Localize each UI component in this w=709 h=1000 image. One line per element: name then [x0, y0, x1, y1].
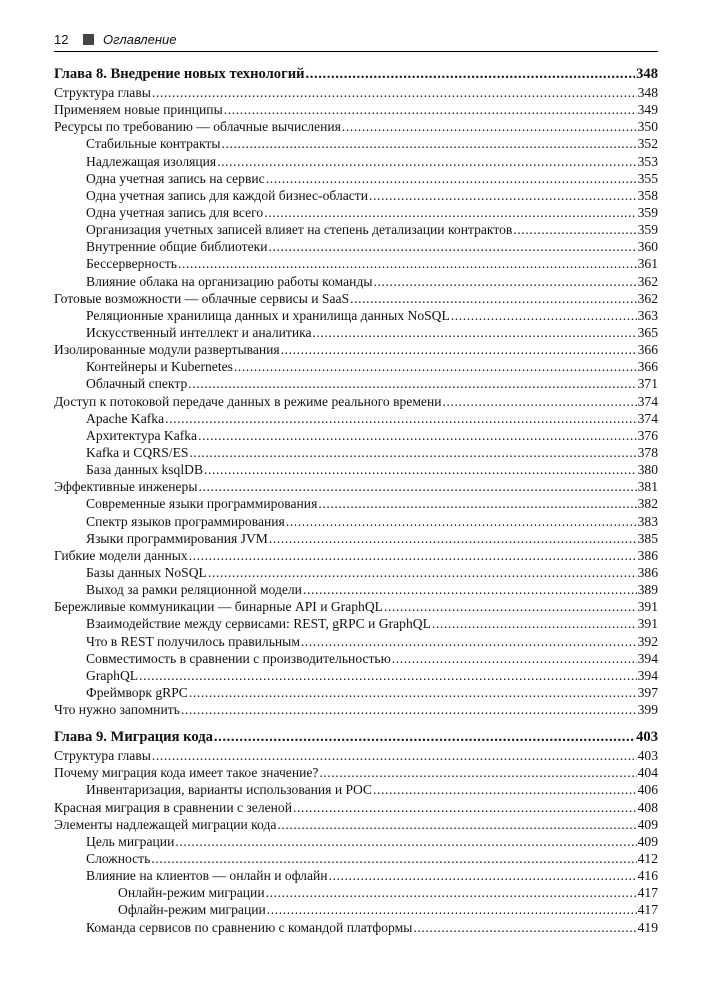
- toc-entry-page: 362: [637, 273, 658, 289]
- toc-entry-page: 406: [637, 782, 658, 798]
- dot-leader: [224, 102, 637, 118]
- toc-entry-title: Реляционные хранилища данных и хранилища данных NoSQL: [86, 307, 450, 323]
- toc-entry[interactable]: [54, 496, 658, 513]
- toc-entry-title: Сложность: [86, 851, 151, 867]
- toc-entry-page: 409: [637, 816, 658, 832]
- toc-entry[interactable]: [54, 920, 658, 937]
- toc-entry-title: Спектр языков программирования: [86, 513, 285, 529]
- dot-leader: [269, 239, 637, 255]
- dot-leader: [277, 817, 636, 833]
- toc-entry-page: 403: [636, 729, 658, 746]
- toc-entry-page: 419: [637, 919, 658, 935]
- dot-leader: [221, 136, 636, 152]
- dot-leader: [152, 85, 637, 101]
- dot-leader: [306, 66, 636, 83]
- toc-entry[interactable]: [54, 651, 658, 668]
- toc-entry-title: Элементы надлежащей миграции кода: [54, 816, 277, 832]
- toc-entry[interactable]: [54, 462, 658, 479]
- toc-entry-title: Гибкие модели данных: [54, 547, 188, 563]
- toc-entry-title: Эффективные инженеры: [54, 479, 198, 495]
- toc-entry-page: 416: [637, 868, 658, 884]
- toc-entry-page: 355: [637, 170, 658, 186]
- toc-entry-page: 371: [637, 376, 658, 392]
- toc-entry-page: 409: [637, 833, 658, 849]
- toc-entry[interactable]: [54, 685, 658, 702]
- toc-entry[interactable]: [54, 548, 658, 565]
- toc-entry[interactable]: [54, 834, 658, 851]
- toc-entry-title: Глава 9. Миграция кода: [54, 729, 213, 746]
- dot-leader: [217, 154, 636, 170]
- dot-leader: [319, 765, 636, 781]
- toc-entry[interactable]: [54, 868, 658, 885]
- toc-entry-title: Онлайн-режим миграции: [118, 885, 265, 901]
- toc-entry-page: 353: [637, 153, 658, 169]
- toc-entry-page: 417: [637, 902, 658, 918]
- toc-entry-title: Бессерверность: [86, 256, 177, 272]
- dot-leader: [313, 325, 637, 341]
- toc-entry-title: Влияние облака на организацию работы команды: [86, 273, 373, 289]
- toc-entry[interactable]: [54, 782, 658, 799]
- toc-entry-page: 350: [637, 119, 658, 135]
- toc-entry-page: 397: [637, 684, 658, 700]
- toc-entry-page: 348: [637, 85, 658, 100]
- toc-entry-page: 380: [637, 462, 658, 478]
- toc-entry-page: 404: [637, 765, 658, 781]
- toc-entry-page: 394: [637, 667, 658, 683]
- toc-entry-page: 385: [637, 530, 658, 546]
- toc-entry-page: 366: [637, 342, 658, 358]
- toc-entry[interactable]: [54, 239, 658, 256]
- toc-entry[interactable]: [54, 342, 658, 359]
- toc-entry-title: Одна учетная запись для каждой бизнес-области: [86, 187, 369, 203]
- toc-entry-title: Облачный спектр: [86, 376, 188, 392]
- dot-leader: [281, 342, 637, 358]
- toc-entry-page: 417: [637, 885, 658, 901]
- toc-entry[interactable]: [54, 136, 658, 153]
- toc-entry[interactable]: [54, 668, 658, 685]
- dot-leader: [373, 782, 637, 798]
- toc-entry[interactable]: [54, 800, 658, 817]
- toc-entry-title: Языки программирования JVM: [86, 530, 268, 546]
- toc-entry-page: 359: [637, 222, 658, 238]
- dot-leader: [165, 411, 636, 427]
- toc-entry-title: База данных ksqlDB: [86, 462, 204, 478]
- toc-entry-title: Структура главы: [54, 748, 151, 764]
- dot-leader: [350, 291, 637, 307]
- dot-leader: [443, 394, 637, 410]
- toc-entry-page: 412: [637, 851, 658, 867]
- toc-entry-page: 352: [637, 136, 658, 152]
- toc-entry-page: 366: [637, 359, 658, 375]
- toc-entry[interactable]: [54, 531, 658, 548]
- toc-entry-title: Организация учетных записей влияет на степень детализации контрактов: [86, 222, 513, 238]
- dot-leader: [151, 851, 636, 867]
- toc-entry[interactable]: [54, 205, 658, 222]
- toc-entry[interactable]: [54, 565, 658, 582]
- toc-entry[interactable]: [54, 102, 658, 119]
- table-of-contents: [54, 66, 658, 937]
- dot-leader: [432, 616, 637, 632]
- toc-entry-page: 360: [637, 239, 658, 255]
- dot-leader: [152, 748, 637, 764]
- dot-leader: [303, 582, 637, 598]
- toc-entry-title: Почему миграция кода имеет такое значение?: [54, 765, 319, 781]
- dot-leader: [451, 308, 637, 324]
- toc-entry-title: Готовые возможности — облачные сервисы и SaaS: [54, 290, 350, 306]
- toc-entry-title: Надлежащая изоляция: [86, 153, 217, 169]
- toc-entry[interactable]: [54, 851, 658, 868]
- toc-entry-page: 348: [636, 66, 658, 82]
- dot-leader: [139, 668, 637, 684]
- running-header: [54, 31, 658, 52]
- dot-leader: [266, 171, 637, 187]
- toc-entry-title: Ресурсы по требованию — облачные вычисления: [54, 119, 341, 135]
- toc-entry-title: Совместимость в сравнении с производительностью: [86, 650, 391, 666]
- toc-entry-title: Цель миграции: [86, 833, 175, 849]
- toc-entry-page: 392: [637, 633, 658, 649]
- toc-entry-title: Инвентаризация, варианты использования и POC: [86, 782, 372, 798]
- dot-leader: [181, 702, 637, 718]
- toc-entry-title: Архитектура Kafka: [86, 427, 198, 443]
- dot-leader: [189, 685, 637, 701]
- toc-entry-title: Базы данных NoSQL: [86, 564, 207, 580]
- toc-entry-page: 363: [637, 307, 658, 323]
- toc-entry[interactable]: [54, 765, 658, 782]
- dot-leader: [188, 376, 636, 392]
- toc-entry-page: 365: [637, 324, 658, 340]
- toc-entry[interactable]: [54, 411, 658, 428]
- toc-entry[interactable]: [54, 514, 658, 531]
- toc-entry-page: 403: [637, 748, 658, 764]
- dot-leader: [269, 531, 637, 547]
- toc-entry-page: 391: [637, 616, 658, 632]
- dot-leader: [384, 599, 637, 615]
- toc-entry-title: GraphQL: [86, 667, 139, 683]
- toc-entry-title: Доступ к потоковой передаче данных в режиме реального времени: [54, 393, 442, 409]
- toc-entry-page: 358: [637, 187, 658, 203]
- toc-entry[interactable]: [54, 394, 658, 411]
- toc-entry[interactable]: [54, 119, 658, 136]
- toc-entry-page: 391: [637, 599, 658, 615]
- toc-entry-title: Внутренние общие библиотеки: [86, 239, 268, 255]
- dot-leader: [318, 496, 636, 512]
- toc-entry-page: 386: [637, 564, 658, 580]
- toc-entry-title: Влияние на клиентов — онлайн и офлайн: [86, 868, 328, 884]
- toc-entry-title: Команда сервисов по сравнению с командой платформы: [86, 919, 413, 935]
- toc-entry[interactable]: [54, 479, 658, 496]
- dot-leader: [374, 274, 637, 290]
- toc-entry-page: 389: [637, 582, 658, 598]
- dot-leader: [513, 222, 636, 238]
- toc-entry-title: Офлайн-режим миграции: [118, 902, 266, 918]
- toc-entry[interactable]: [54, 817, 658, 834]
- toc-entry-title: Что нужно запомнить: [54, 702, 180, 718]
- dot-leader: [301, 634, 637, 650]
- toc-entry[interactable]: [54, 902, 658, 919]
- toc-entry-page: 381: [637, 479, 658, 495]
- toc-entry-page: 386: [637, 547, 658, 563]
- toc-entry[interactable]: [54, 291, 658, 308]
- toc-entry[interactable]: [54, 256, 658, 273]
- toc-entry-page: 408: [637, 799, 658, 815]
- toc-entry-title: Взаимодействие между сервисами: REST, gRPC и GraphQL: [86, 616, 431, 632]
- toc-entry-page: 399: [637, 702, 658, 718]
- toc-entry-page: 361: [637, 256, 658, 272]
- toc-entry-title: Что в REST получилось правильным: [86, 633, 300, 649]
- toc-entry-page: 394: [637, 650, 658, 666]
- toc-entry-title: Фреймворк gRPC: [86, 684, 188, 700]
- toc-entry[interactable]: [54, 885, 658, 902]
- toc-entry-title: Структура главы: [54, 85, 151, 100]
- dot-leader: [369, 188, 637, 204]
- dot-leader: [198, 479, 636, 495]
- toc-entry-title: Бережливые коммуникации — бинарные API и GraphQL: [54, 599, 383, 615]
- toc-entry[interactable]: [54, 325, 658, 342]
- dot-leader: [329, 868, 637, 884]
- dot-leader: [392, 651, 637, 667]
- toc-entry-title: Kafka и CQRS/ES: [86, 444, 189, 460]
- dot-leader: [267, 902, 637, 918]
- toc-entry-title: Контейнеры и Kubernetes: [86, 359, 233, 375]
- dot-leader: [293, 800, 637, 816]
- dot-leader: [264, 205, 636, 221]
- toc-entry[interactable]: [54, 188, 658, 205]
- toc-entry-title: Одна учетная запись на сервис: [86, 170, 265, 186]
- toc-entry[interactable]: [54, 428, 658, 445]
- toc-entry-title: Применяем новые принципы: [54, 102, 223, 118]
- toc-entry-page: 376: [637, 427, 658, 443]
- toc-entry-title: Изолированные модули развертывания: [54, 342, 280, 358]
- toc-entry[interactable]: [54, 616, 658, 633]
- toc-entry-title: Одна учетная запись для всего: [86, 204, 264, 220]
- running-title: Оглавление: [103, 32, 177, 47]
- toc-entry[interactable]: [54, 154, 658, 171]
- toc-entry[interactable]: [54, 359, 658, 376]
- chapter-heading[interactable]: [54, 66, 658, 85]
- toc-entry[interactable]: [54, 634, 658, 651]
- toc-entry[interactable]: [54, 748, 658, 765]
- dot-leader: [189, 548, 637, 564]
- toc-entry-page: 383: [637, 513, 658, 529]
- toc-entry[interactable]: [54, 171, 658, 188]
- toc-entry[interactable]: [54, 702, 658, 719]
- toc-entry-title: Выход за рамки реляционной модели: [86, 582, 302, 598]
- dot-leader: [266, 885, 637, 901]
- toc-entry[interactable]: [54, 582, 658, 599]
- toc-entry-title: Современные языки программирования: [86, 496, 318, 512]
- toc-entry[interactable]: [54, 376, 658, 393]
- toc-entry[interactable]: [54, 85, 658, 102]
- dot-leader: [208, 565, 637, 581]
- toc-entry-title: Apache Kafka: [86, 410, 165, 426]
- toc-entry-page: 374: [637, 393, 658, 409]
- toc-entry-page: 378: [637, 444, 658, 460]
- toc-entry[interactable]: [54, 274, 658, 291]
- toc-entry-title: Искусственный интеллект и аналитика: [86, 324, 312, 340]
- dot-leader: [413, 920, 636, 936]
- toc-entry-title: Красная миграция в сравнении с зеленой: [54, 799, 293, 815]
- dot-leader: [175, 834, 636, 850]
- dot-leader: [286, 514, 637, 530]
- dot-leader: [189, 445, 636, 461]
- toc-entry-title: Глава 8. Внедрение новых технологий: [54, 66, 305, 82]
- dot-leader: [234, 359, 637, 375]
- toc-entry[interactable]: [54, 445, 658, 462]
- toc-entry-page: 359: [637, 204, 658, 220]
- square-icon: [83, 34, 94, 45]
- toc-entry-page: 374: [637, 410, 658, 426]
- dot-leader: [214, 729, 635, 746]
- toc-entry[interactable]: [54, 308, 658, 325]
- toc-entry-page: 362: [637, 290, 658, 306]
- dot-leader: [178, 256, 637, 272]
- toc-entry[interactable]: [54, 599, 658, 616]
- chapter-heading[interactable]: [54, 729, 658, 748]
- dot-leader: [198, 428, 637, 444]
- dot-leader: [342, 119, 637, 135]
- page-number: 12: [54, 32, 69, 47]
- toc-entry[interactable]: [54, 222, 658, 239]
- toc-entry-title: Стабильные контракты: [86, 136, 221, 152]
- toc-entry-page: 349: [637, 102, 658, 118]
- toc-entry-page: 382: [637, 496, 658, 512]
- dot-leader: [204, 462, 637, 478]
